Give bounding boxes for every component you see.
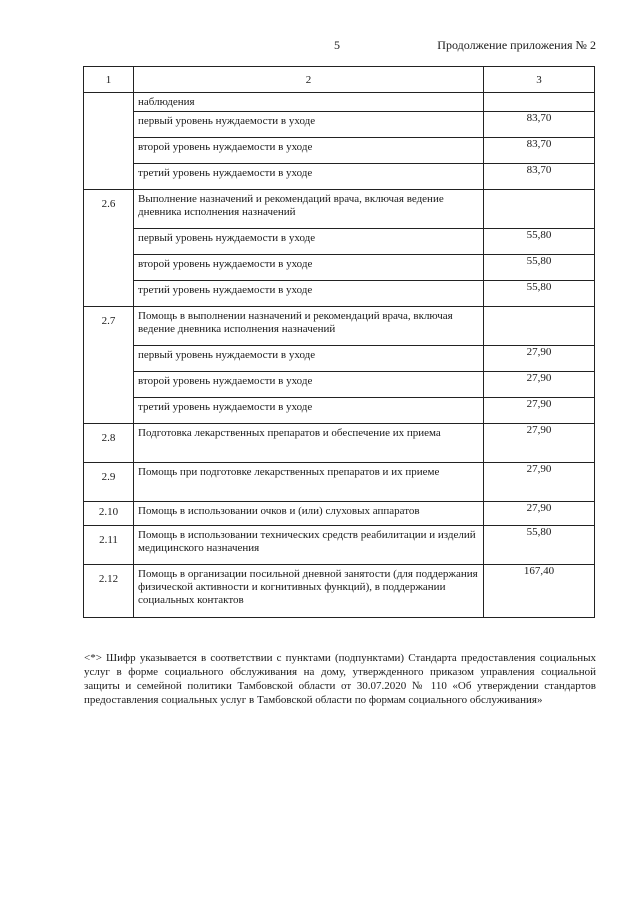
table-row <box>84 424 595 463</box>
service-name-cell: Помощь в выполнении назначений и рекомендаций врача, включая ведение дневника исполнения назначений <box>134 307 484 346</box>
tariff-value-cell: 55,80 <box>484 229 595 255</box>
table-row <box>84 526 595 565</box>
continuation-label: Продолжение приложения № 2 <box>437 38 596 52</box>
service-code-cell: 2.7 <box>84 307 134 424</box>
table-row <box>84 255 595 281</box>
service-name-cell: Помощь при подготовке лекарственных препаратов и их приеме <box>134 463 484 502</box>
tariff-value-cell: 55,80 <box>484 281 595 307</box>
table-row <box>84 281 595 307</box>
table-row <box>84 138 595 164</box>
tariff-value-cell: 27,90 <box>484 424 595 463</box>
service-name-cell: Помощь в организации посильной дневной занятости (для поддержания физической активности и когнитивных функций), в поддержании социальных контактов <box>134 565 484 618</box>
column-header-2: 2 <box>134 67 484 93</box>
service-code-cell: 2.8 <box>84 424 134 463</box>
service-name-cell: второй уровень нуждаемости в уходе <box>134 372 484 398</box>
footnote: <*> Шифр указывается в соответствии с пунктами (подпунктами) Стандарта предоставления социальных услуг в форме социального обслуживания на дому, утвержденного приказом управления социальной защиты и семейной политики Тамбовской области от 30.07.2020 № 110 «Об утверждении стандартов предоставления социальных услуг в Тамбовской области по формам социального обслуживания» <box>84 652 596 706</box>
tariff-value-cell: 83,70 <box>484 164 595 190</box>
tariff-value-cell: 55,80 <box>484 255 595 281</box>
tariff-value-cell: 27,90 <box>484 372 595 398</box>
table-row <box>84 307 595 346</box>
table-row <box>84 565 595 618</box>
service-code-cell: 2.10 <box>84 502 134 526</box>
tariff-value-cell: 27,90 <box>484 346 595 372</box>
service-name-cell: наблюдения <box>134 93 484 112</box>
service-name-cell: третий уровень нуждаемости в уходе <box>134 398 484 424</box>
service-code-cell: 2.11 <box>84 526 134 565</box>
service-name-cell: Подготовка лекарственных препаратов и обеспечение их приема <box>134 424 484 463</box>
service-name-cell: второй уровень нуждаемости в уходе <box>134 255 484 281</box>
table-row <box>84 463 595 502</box>
table-header-row <box>84 67 595 93</box>
service-code-cell: 2.12 <box>84 565 134 618</box>
service-name-cell: Помощь в использовании технических средств реабилитации и изделий медицинского назначения <box>134 526 484 565</box>
table-row <box>84 502 595 526</box>
service-code-cell <box>84 93 134 190</box>
tariff-value-cell: 27,90 <box>484 463 595 502</box>
service-name-cell: первый уровень нуждаемости в уходе <box>134 112 484 138</box>
tariffs-table <box>83 66 595 618</box>
tariff-value-cell: 83,70 <box>484 138 595 164</box>
service-name-cell: третий уровень нуждаемости в уходе <box>134 164 484 190</box>
table-row <box>84 346 595 372</box>
tariff-value-cell: 55,80 <box>484 526 595 565</box>
service-name-cell: первый уровень нуждаемости в уходе <box>134 229 484 255</box>
tariff-value-cell <box>484 190 595 229</box>
service-name-cell: Выполнение назначений и рекомендаций врача, включая ведение дневника исполнения назначений <box>134 190 484 229</box>
table-row <box>84 93 595 112</box>
table-row <box>84 229 595 255</box>
table-row <box>84 372 595 398</box>
service-name-cell: первый уровень нуждаемости в уходе <box>134 346 484 372</box>
service-name-cell: третий уровень нуждаемости в уходе <box>134 281 484 307</box>
tariff-value-cell: 167,40 <box>484 565 595 618</box>
column-header-1: 1 <box>84 67 134 93</box>
table-row <box>84 164 595 190</box>
service-name-cell: Помощь в использовании очков и (или) слуховых аппаратов <box>134 502 484 526</box>
tariff-value-cell <box>484 307 595 346</box>
tariff-value-cell: 27,90 <box>484 398 595 424</box>
page-number: 5 <box>334 38 340 52</box>
tariff-value-cell <box>484 93 595 112</box>
table-row <box>84 112 595 138</box>
service-code-cell: 2.6 <box>84 190 134 307</box>
table-row <box>84 190 595 229</box>
table-row <box>84 398 595 424</box>
tariff-value-cell: 27,90 <box>484 502 595 526</box>
tariff-value-cell: 83,70 <box>484 112 595 138</box>
service-name-cell: второй уровень нуждаемости в уходе <box>134 138 484 164</box>
service-code-cell: 2.9 <box>84 463 134 502</box>
column-header-3: 3 <box>484 67 595 93</box>
